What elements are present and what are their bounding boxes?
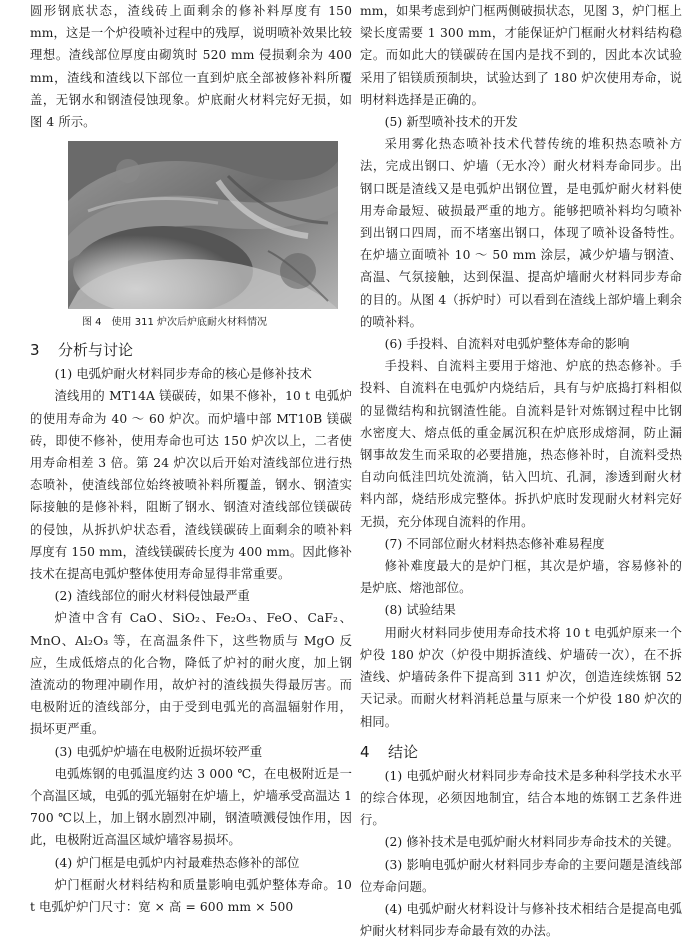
subsection-4-body: 炉门框耐火材料结构和质量影响电弧炉整体寿命。10 t 电弧炉炉门尺寸：宽 × 高 = 600 mm × 500 xyxy=(30,877,352,915)
subsection-8-body: 用耐火材料同步使用寿命技术将 10 t 电弧炉原来一个炉役 180 炉次（炉役中期拆渣线、炉墙砖一次），在不拆渣线、炉墙砖条件下提高到 311 炉次，创造连续炼钢 52 天记录。而耐火材料消耗总量与原来一个炉役 180 炉次的相同。 xyxy=(360,625,682,729)
paragraph-top-left: 圆形钢底状态，渣线砖上面剩余的修补料厚度有 150 mm，这是一个炉役喷补过程中的残厚，说明喷补效果比较理想。渣线部位厚度由砌筑时 520 mm 侵损剩余为 400 mm，渣线和渣线以下部位一直到炉底全部被修补料所覆盖，无钢水和钢渣侵蚀现象。炉底耐火材料完好无损，如图 4 所示。 xyxy=(30,4,352,130)
section-4-title: 结论 xyxy=(388,742,419,761)
section-3-number: 3 xyxy=(30,341,40,360)
subsection-2-body: 炉渣中含有 CaO、SiO₂、Fe₂O₃、FeO、CaF₂、MnO、Al₂O₃ 等，在高温条件下，这些物质与 MgO 反应，生成低熔点的化合物，降低了炉衬的耐火度，加上钢渣流动的物理冲刷作用，故炉衬的渣线损失得最厉害。而电极附近的渣线部分，由于受到电弧光的高温辐射作用，损坏更严重。 xyxy=(30,611,352,737)
section-4-heading xyxy=(360,741,682,763)
right-column xyxy=(360,0,682,942)
left-column xyxy=(30,0,352,918)
subsection-3-heading: (3) 电弧炉炉墙在电极附近损坏较严重 xyxy=(54,744,263,759)
subsection-7-body: 修补难度最大的是炉门框，其次是炉墙，容易修补的是炉底、熔池部位。 xyxy=(360,559,682,596)
subsection-6-heading: (6) 手投料、自流料对电弧炉整体寿命的影响 xyxy=(384,337,630,352)
subsection-5-body: 采用雾化热态喷补技术代替传统的堆积热态喷补方法，完成出钢口、炉墙（无水冷）耐火材料寿命同步。出钢口既是渣线又是电弧炉出钢位置，是电弧炉耐火材料使用寿命最短、破损最严重的地方。能够把喷补料均匀喷补到出钢口四周，而不堵塞出钢口，体现了喷补设备特性。在炉墙立面喷补 10 ～ 50 mm 涂层，减少炉墙与钢渣、高温、气氛接触，达到保温、提高炉墙耐火材料同步寿命的目的。从图 4（拆炉时）可以看到在渣线上部炉墙上剩余的喷补料。 xyxy=(360,137,682,329)
subsection-6-body: 手投料、自流料主要用于熔池、炉底的热态修补。手投料、自流料在电弧炉内烧结后，具有与炉底捣打料相似的显微结构和抗钢渣性能。自流料是针对炼钢过程中比钢水密度大、熔点低的重金属沉积在炉底形成熔洞，防止漏钢事故发生而采取的必要措施，热态修补时，自流料受热自动向低洼凹坑处流淌，钻入凹坑、孔洞，渗透到耐火材料内部，烧结形成完整体。拆扒炉底时发现耐火材料完好无损，充分体现自流料的作用。 xyxy=(360,359,682,529)
subsection-2-heading: (2) 渣线部位的耐火材料侵蚀最严重 xyxy=(54,589,250,604)
figure-caption-text: 使用 311 炉次后炉底耐火材料情况 xyxy=(111,317,267,329)
figure-4 xyxy=(30,141,352,331)
subsection-3-body: 电弧炼钢的电弧温度约达 3 000 ℃，在电极附近是一个高温区域，电弧的弧光辐射在炉墙上，炉墙承受高温达 1 700 ℃以上，加上钢水剧烈冲刷，钢渣喷溅侵蚀作用，因此，电极附近高温区域炉墙容易损坏。 xyxy=(30,766,352,848)
subsection-8-heading: (8) 试验结果 xyxy=(384,603,456,618)
conclusion-4: (4) 电弧炉耐火材料设计与修补技术相结合是提高电弧炉耐火材料同步寿命最有效的办法。 xyxy=(360,901,682,939)
furnace-bottom-photo xyxy=(68,141,338,309)
figure-label: 图 4 xyxy=(82,317,102,329)
section-3-title: 分析与讨论 xyxy=(58,341,134,360)
furnace-bottom-photo-illustration xyxy=(68,141,338,309)
conclusion-2: (2) 修补技术是电弧炉耐火材料同步寿命技术的关键。 xyxy=(384,835,680,850)
subsection-1-body: 渣线用的 MT14A 镁碳砖，如果不修补，10 t 电弧炉的使用寿命为 40 ～ 60 炉次。而炉墙中部 MT10B 镁碳砖，即使不修补，使用寿命也可达 150 炉次以上，二者使用寿命相差 3 倍。第 24 炉次以后开始对渣线部位进行热态喷补，使渣线部位始终被喷补料所覆盖，钢水、钢渣实际接触的是修补料，阻断了钢水、钢渣对渣线部位镁碳砖的侵蚀，从拆扒炉状态看，渣线镁碳砖上面剩余的喷补料厚度有 150 mm，渣线镁碳砖长度为 400 mm。因此修补技术在提高电弧炉整体使用寿命显得非常重要。 xyxy=(30,389,352,582)
section-4-number: 4 xyxy=(360,742,370,761)
figure-caption xyxy=(82,315,352,331)
conclusion-3: (3) 影响电弧炉耐火材料同步寿命的主要问题是渣线部位寿命问题。 xyxy=(360,857,682,894)
subsection-7-heading: (7) 不同部位耐火材料热态修补难易程度 xyxy=(384,536,605,551)
subsection-5-heading: (5) 新型喷补技术的开发 xyxy=(384,115,518,130)
paragraph-top-right: mm，如果考虑到炉门框两侧破损状态，见图 3，炉门框上梁长度需要 1 300 mm，才能保证炉门框耐火材料结构稳定。而如此大的镁碳砖在国内是找不到的，因此本次试验采用了铝镁质预制块，试验达到了 180 炉次使用寿命，说明材料选择是正确的。 xyxy=(360,4,682,107)
section-3-heading xyxy=(30,339,352,361)
conclusion-1: (1) 电弧炉耐火材料同步寿命技术是多种科学技术水平的综合体现，必须因地制宜，结合本地的炼钢工艺条件进行。 xyxy=(360,768,682,828)
subsection-1-heading: (1) 电弧炉耐火材料同步寿命的核心是修补技术 xyxy=(54,367,312,382)
subsection-4-heading: (4) 炉门框是电弧炉内衬最难热态修补的部位 xyxy=(54,855,300,870)
